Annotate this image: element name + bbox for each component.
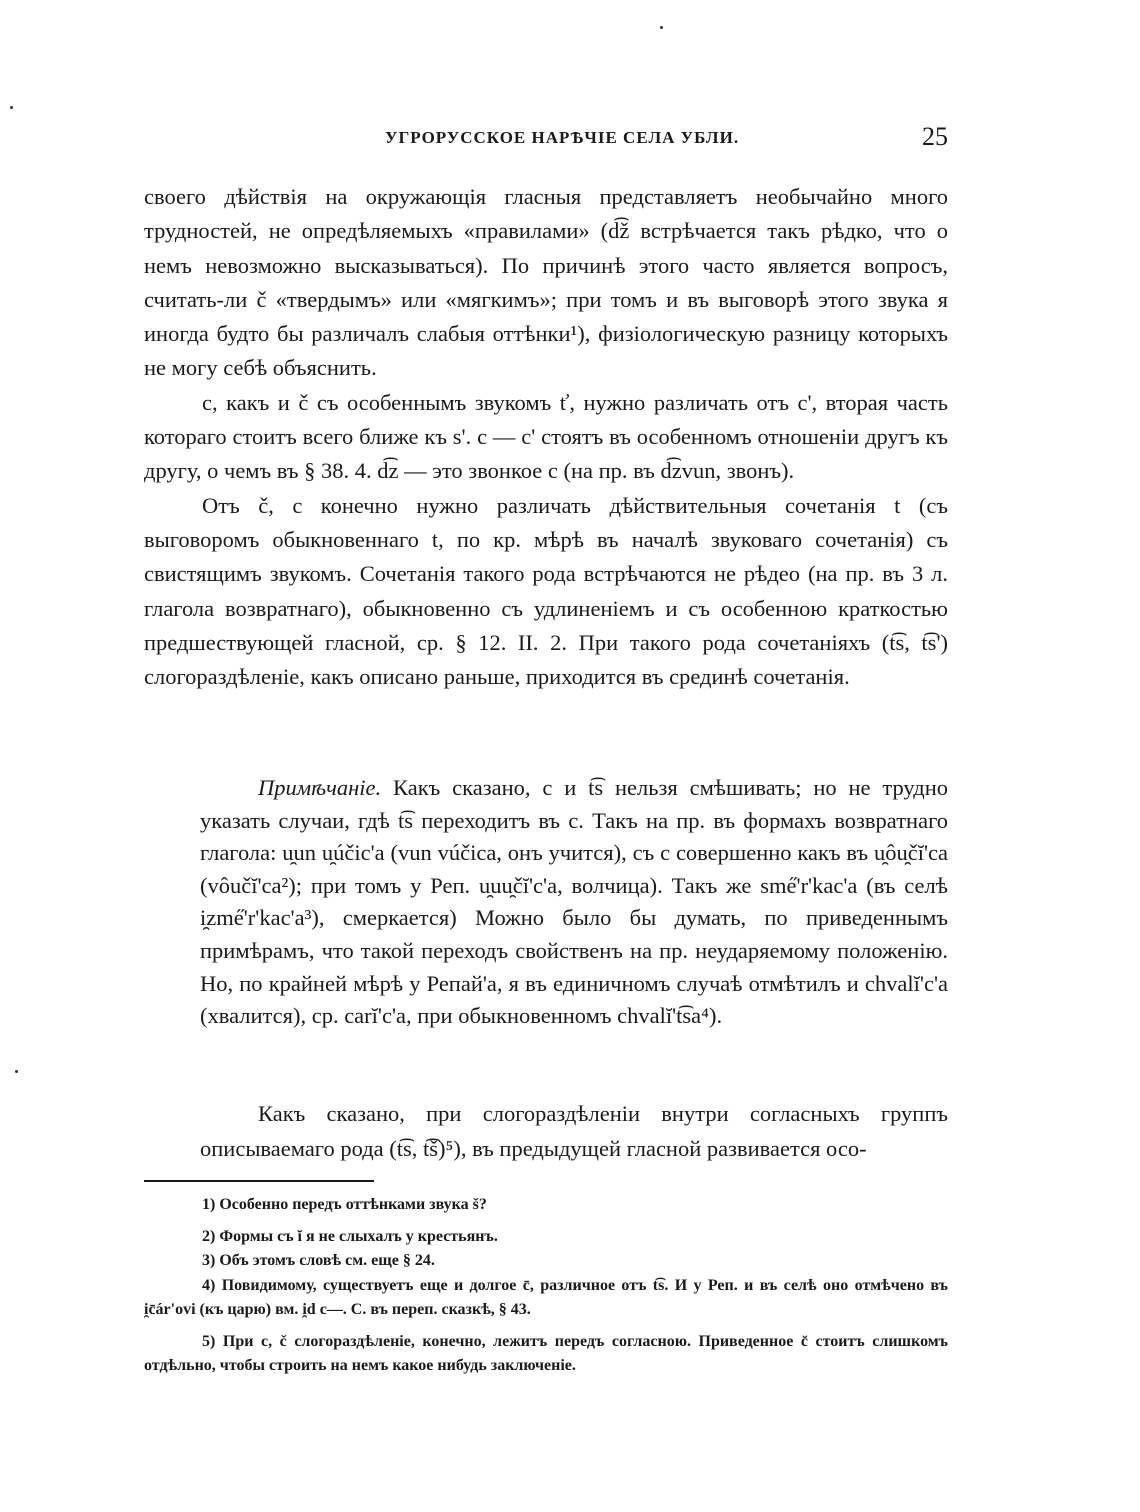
main-text	[144, 180, 948, 694]
remark-block	[200, 772, 948, 1033]
closing-block	[200, 1096, 948, 1166]
closing-paragraph: Какъ сказано, при слогораздѣленіи внутри согласныхъ группъ описываемаго рода (t͡s, t͡š)⁵), въ предыдущей гласной развивается осо-	[200, 1101, 948, 1161]
page-number: 25	[922, 122, 948, 151]
footnotes	[144, 1193, 948, 1379]
remark-paragraph	[200, 772, 948, 1033]
footnote-4: 4) Повидимому, существуетъ еще и долгое c̄, различное отъ t͡s. И у Реп. и въ селѣ оно отмѣчено въ i̯c̄ár'ovi (къ царю) вм. i̯d c—. С. въ переп. сказкѣ, § 43.	[144, 1276, 948, 1318]
paragraph-continued: своего дѣйствія на окружающія гласныя представляетъ необычайно много трудностей, не опредѣляемыхъ «правилами» (d͡ž встрѣчается такъ рѣдко, что о немъ невозможно высказываться). По причинѣ этого часто является вопросъ, считать-ли č «твердымъ» или «мягкимъ»; при томъ и въ выговорѣ этого звука я иногда будто бы различалъ слабыя оттѣнки¹), физіологическую разницу которыхъ не могу себѣ объяснить.	[144, 184, 948, 381]
footnote-divider	[144, 1180, 374, 1182]
footnote-2: 2) Формы съ ĭ я не слыхалъ у крестьянъ.	[202, 1227, 498, 1245]
scan-speck	[15, 1070, 18, 1073]
remark-text: Какъ сказано, c и t͡s нельзя смѣшивать; но не трудно указать случаи, гдѣ t͡s переходитъ въ c. Такъ на пр. въ формахъ возвратнаго глагола: u̯un u̯účic'a (vun vúčica, онъ учится), съ c совершенно какъ въ u̯ôu̯čĭ'ca (vôučĭ'ca²); при томъ у Реп. u̯uu̯čĭ'c'a, волчица). Такъ же sme̋'r'kac'a (въ селѣ i̯zme̋'r'kac'a³), смеркается) Можно было бы думать, по приведеннымъ примѣрамъ, что такой переходъ свойственъ на пр. неударяемому положенію. Но, по крайней мѣрѣ у Репай'а, я въ единичномъ случаѣ отмѣтилъ и chvalĭ'c'a (хвалится), ср. carĭ'c'a, при обыкновенномъ chvalĭ't͡sa⁴).	[200, 775, 949, 1029]
footnote-3: 3) Объ этомъ словѣ см. еще § 24.	[202, 1252, 435, 1269]
running-title: УГРОРУССКОЕ НАРѢЧІЕ СЕЛА УБЛИ.	[385, 128, 740, 147]
scan-speck	[660, 26, 663, 29]
paragraph-c-sound: c, какъ и č съ особеннымъ звукомъ ť, нужно различать отъ c', вторая часть котораго стоитъ всего ближе къ s'. c — c' стоятъ въ особенномъ отношеніи другъ къ другу, о чемъ въ § 38. 4. d͡z — это звонкое c (на пр. въ d͡zvun, звонъ).	[144, 389, 948, 484]
footnote-1: 1) Особенно передъ оттѣнками звука š?	[202, 1196, 487, 1213]
scan-speck	[10, 106, 13, 109]
remark-lead: Примѣчаніе.	[258, 775, 382, 800]
footnote-5: 5) При c, č слогораздѣленіе, конечно, лежитъ передъ согласною. Приведенное c̆ стоитъ слишкомъ отдѣльно, чтобы строить на немъ какое нибудь заключеніе.	[144, 1332, 948, 1374]
paragraph-combinations: Отъ č, c конечно нужно различать дѣйствительныя сочетанія t (съ выговоромъ обыкновеннаго t, по кр. мѣрѣ въ началѣ звуковаго сочетанія) съ свистящимъ звукомъ. Сочетанія такого рода встрѣчаются не рѣдео (на пр. въ 3 л. глагола возвратнаго), обыкновенно съ удлиненіемъ и съ особенною краткостью предшествующей гласной, ср. § 12. II. 2. При такого рода сочетаніяхъ (t͡s, t͡s') слогораздѣленіе, какъ описано раньше, приходится въ срединѣ сочетанія.	[144, 492, 948, 690]
